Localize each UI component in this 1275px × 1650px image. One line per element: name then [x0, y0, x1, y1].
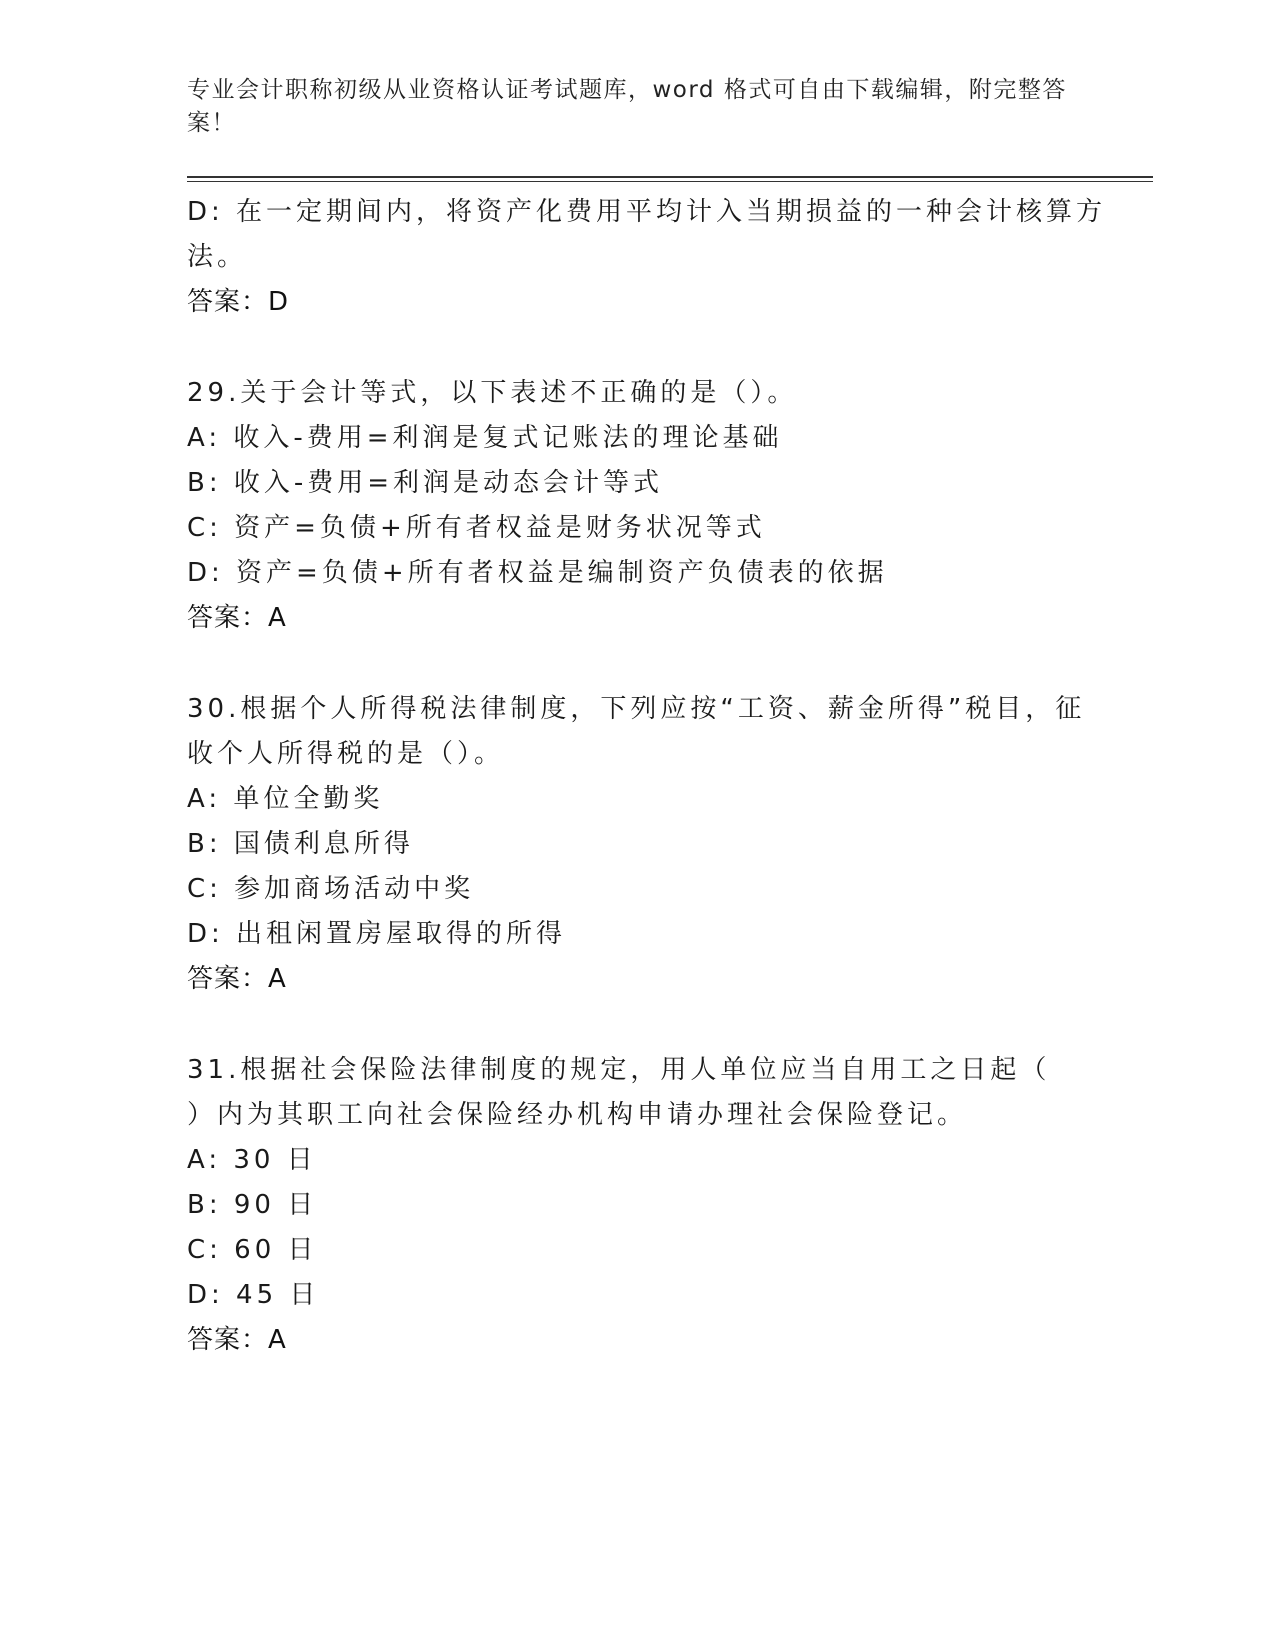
question-stem-continued: ）内为其职工向社会保险经办机构申请办理社会保险登记。 — [187, 1100, 968, 1130]
option-d: D: 在一定期间内，将资产化费用平均计入当期损益的一种会计核算方 — [187, 197, 1107, 227]
previous-question-tail — [187, 190, 1107, 325]
header-line-1: 专业会计职称初级从业资格认证考试题库，word 格式可自由下载编辑，附完整答 — [187, 77, 1067, 103]
option-b: B: 国债利息所得 — [187, 829, 414, 859]
answer: 答案：A — [187, 603, 287, 633]
option-c: C: 参加商场活动中奖 — [187, 874, 475, 904]
option-a: A: 收入-费用=利润是复式记账法的理论基础 — [187, 423, 783, 453]
option-d: D: 出租闲置房屋取得的所得 — [187, 919, 567, 949]
question-29 — [187, 371, 1087, 641]
header-divider-bottom — [187, 181, 1153, 182]
option-d: D: 45 日 — [187, 1280, 320, 1310]
option-d-continued: 法。 — [187, 242, 248, 272]
option-b: B: 收入-费用=利润是动态会计等式 — [187, 468, 664, 498]
question-stem: 29.关于会计等式，以下表述不正确的是（）。 — [187, 378, 798, 408]
option-c: C: 资产=负债+所有者权益是财务状况等式 — [187, 513, 766, 543]
question-stem: 31.根据社会保险法律制度的规定，用人单位应当自用工之日起（ — [187, 1055, 1051, 1085]
option-b: B: 90 日 — [187, 1190, 318, 1220]
answer: 答案：A — [187, 964, 287, 994]
option-c: C: 60 日 — [187, 1235, 318, 1265]
question-list — [187, 190, 1107, 1363]
option-d: D: 资产=负债+所有者权益是编制资产负债表的依据 — [187, 558, 888, 588]
document-header — [187, 74, 1067, 140]
question-31 — [187, 1048, 1087, 1363]
question-30 — [187, 687, 1087, 1002]
header-line-2: 案！ — [187, 110, 236, 136]
option-a: A: 单位全勤奖 — [187, 784, 384, 814]
option-a: A: 30 日 — [187, 1145, 317, 1175]
question-stem: 30.根据个人所得税法律制度，下列应按“工资、薪金所得”税目，征 — [187, 694, 1086, 724]
answer: 答案：A — [187, 1325, 287, 1355]
header-divider-top — [187, 176, 1153, 178]
answer: 答案：D — [187, 287, 290, 317]
question-stem-continued: 收个人所得税的是（）。 — [187, 739, 505, 769]
